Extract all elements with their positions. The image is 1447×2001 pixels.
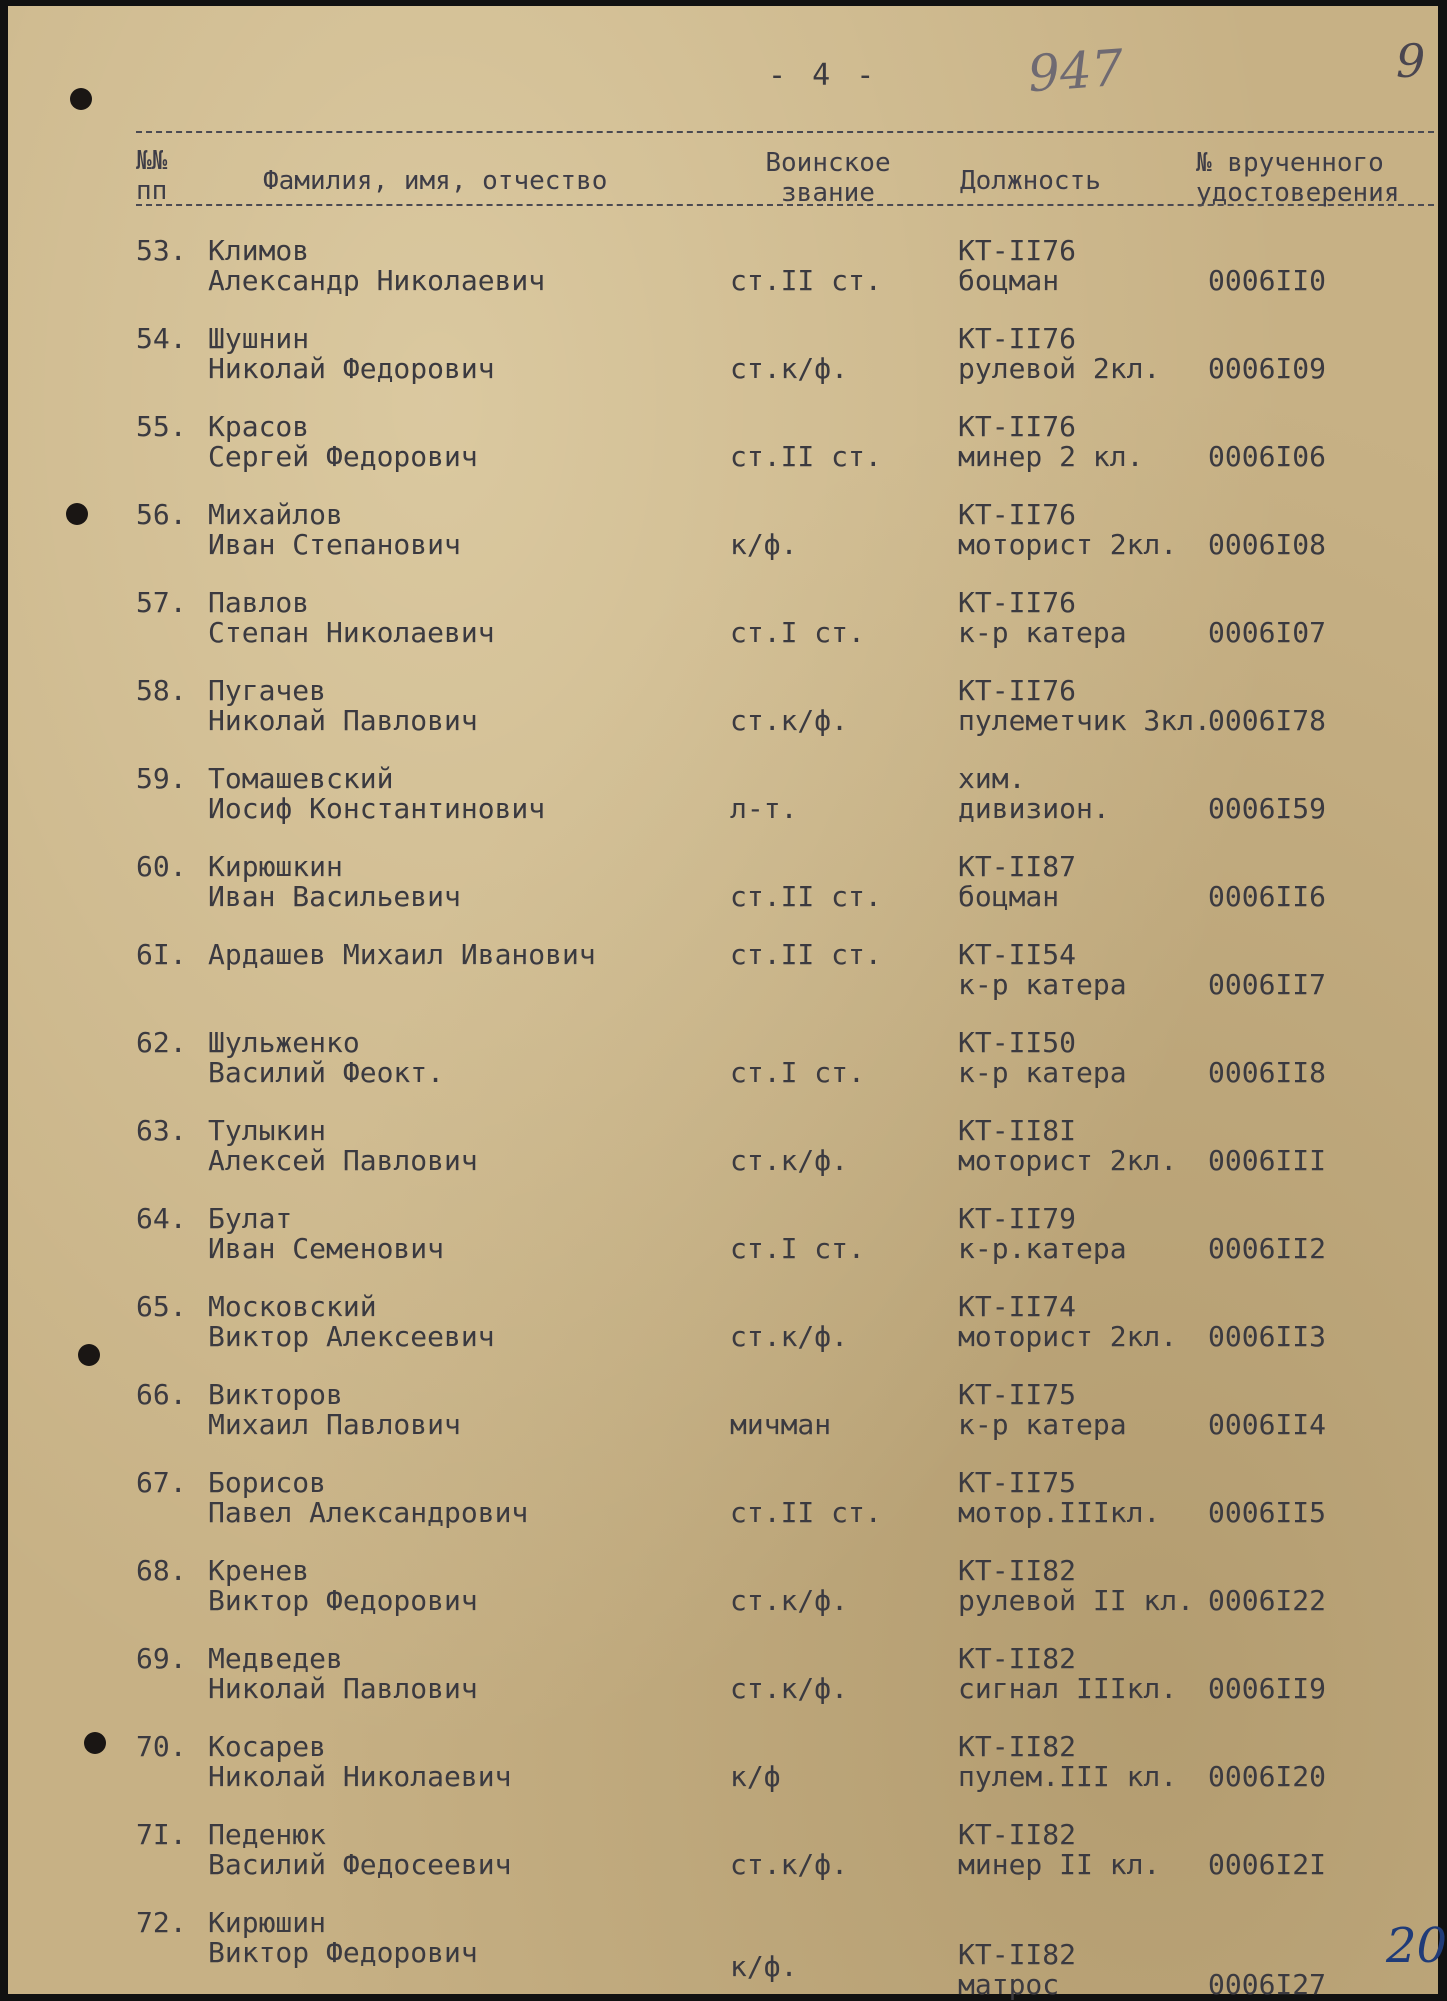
- row-certificate: 0006II4: [1208, 1408, 1327, 1441]
- header-bottom-rule: [136, 204, 1434, 206]
- table-row: [8, 1644, 1438, 1732]
- row-number: 53.: [136, 234, 187, 267]
- table-row: [8, 1028, 1438, 1116]
- row-surname: Климов: [208, 234, 310, 267]
- row-given-name: Павел Александрович: [208, 1496, 529, 1529]
- column-header-certificate: № врученного удостоверения: [1196, 148, 1400, 208]
- row-given-name: Михаил Павлович: [208, 1408, 461, 1441]
- row-number: 69.: [136, 1642, 187, 1675]
- row-given-name: Василий Феокт.: [208, 1056, 445, 1089]
- row-certificate: 0006I07: [1208, 616, 1327, 649]
- row-rank: к/ф: [730, 1760, 781, 1793]
- row-surname: Красов: [208, 410, 310, 443]
- row-rank: ст.I ст.: [730, 1056, 865, 1089]
- row-post: к-р катера: [958, 1056, 1127, 1089]
- row-post: пулем.III кл.: [958, 1760, 1178, 1793]
- row-surname: Московский: [208, 1290, 377, 1323]
- row-surname: Викторов: [208, 1378, 343, 1411]
- row-rank: мичман: [730, 1408, 832, 1441]
- row-surname: Ардашев Михаил Иванович: [208, 938, 596, 971]
- row-certificate: 0006II9: [1208, 1672, 1327, 1705]
- row-rank: ст.к/ф.: [730, 1672, 849, 1705]
- row-number: 66.: [136, 1378, 187, 1411]
- table-row: [8, 1820, 1438, 1908]
- row-unit: КТ-II76: [958, 498, 1077, 531]
- table-row: [8, 1732, 1438, 1820]
- row-given-name: Николай Федорович: [208, 352, 495, 385]
- row-certificate: 0006I06: [1208, 440, 1327, 473]
- row-surname: Михайлов: [208, 498, 343, 531]
- row-certificate: 0006I22: [1208, 1584, 1327, 1617]
- row-given-name: Виктор Федорович: [208, 1936, 478, 1969]
- row-post: моторист 2кл.: [958, 1320, 1178, 1353]
- row-number: 54.: [136, 322, 187, 355]
- row-number: 67.: [136, 1466, 187, 1499]
- table-row: [8, 1556, 1438, 1644]
- row-rank: ст.к/ф.: [730, 1848, 849, 1881]
- row-certificate: 0006II7: [1208, 968, 1327, 1001]
- table-row: [8, 1204, 1438, 1292]
- row-surname: Булат: [208, 1202, 293, 1235]
- row-surname: Кренев: [208, 1554, 310, 1587]
- row-given-name: Василий Федосеевич: [208, 1848, 512, 1881]
- row-post: рулевой 2кл.: [958, 352, 1161, 385]
- row-unit: КТ-II50: [958, 1026, 1077, 1059]
- row-number: 68.: [136, 1554, 187, 1587]
- row-certificate: 0006I2I: [1208, 1848, 1327, 1881]
- row-certificate: 0006II0: [1208, 264, 1327, 297]
- row-surname: Шушнин: [208, 322, 310, 355]
- row-rank: ст.II ст.: [730, 1496, 882, 1529]
- row-rank: ст.II ст.: [730, 880, 882, 913]
- row-surname: Косарев: [208, 1730, 327, 1763]
- row-unit: КТ-II75: [958, 1378, 1077, 1411]
- row-surname: Кирюшкин: [208, 850, 343, 883]
- column-header-rank: Воинское звание: [765, 148, 891, 208]
- column-header-position: Должность: [960, 166, 1101, 196]
- row-rank: ст.к/ф.: [730, 704, 849, 737]
- row-unit: КТ-II76: [958, 586, 1077, 619]
- row-rank: ст.к/ф.: [730, 352, 849, 385]
- row-post: мотор.IIIкл.: [958, 1496, 1161, 1529]
- row-number: 72.: [136, 1906, 187, 1939]
- row-post: к-р катера: [958, 1408, 1127, 1441]
- row-unit: хим.: [958, 762, 1026, 795]
- row-rank: ст.к/ф.: [730, 1320, 849, 1353]
- row-given-name: Николай Павлович: [208, 704, 478, 737]
- table-row: [8, 324, 1438, 412]
- row-surname: Пугачев: [208, 674, 327, 707]
- table-row: [8, 852, 1438, 940]
- row-certificate: 0006I59: [1208, 792, 1327, 825]
- row-number: 58.: [136, 674, 187, 707]
- table-row: [8, 412, 1438, 500]
- row-number: 64.: [136, 1202, 187, 1235]
- row-unit: КТ-II82: [958, 1818, 1077, 1851]
- row-unit: КТ-II82: [958, 1938, 1077, 1971]
- row-certificate: 0006II3: [1208, 1320, 1327, 1353]
- row-unit: КТ-II79: [958, 1202, 1077, 1235]
- row-number: 56.: [136, 498, 187, 531]
- table-row: [8, 1380, 1438, 1468]
- page-number: - 4 -: [768, 58, 879, 93]
- archive-handwritten-number: 947: [1026, 38, 1126, 104]
- corner-handwritten-number: 9: [1396, 34, 1426, 88]
- row-given-name: Александр Николаевич: [208, 264, 546, 297]
- row-unit: КТ-II76: [958, 674, 1077, 707]
- row-post: дивизион.: [958, 792, 1110, 825]
- row-given-name: Иван Семенович: [208, 1232, 445, 1265]
- row-surname: Павлов: [208, 586, 310, 619]
- row-rank: л-т.: [730, 792, 798, 825]
- row-post: матрос: [958, 1968, 1060, 2001]
- row-given-name: Виктор Федорович: [208, 1584, 478, 1617]
- row-unit: КТ-II75: [958, 1466, 1077, 1499]
- row-unit: КТ-II82: [958, 1642, 1077, 1675]
- row-surname: Шульженко: [208, 1026, 360, 1059]
- row-certificate: 0006II5: [1208, 1496, 1327, 1529]
- row-surname: Тулыкин: [208, 1114, 327, 1147]
- row-post: к-р катера: [958, 968, 1127, 1001]
- row-number: 63.: [136, 1114, 187, 1147]
- row-post: моторист 2кл.: [958, 1144, 1178, 1177]
- row-number: 6I.: [136, 938, 187, 971]
- header-top-rule: [136, 131, 1434, 133]
- row-given-name: Николай Николаевич: [208, 1760, 512, 1793]
- row-surname: Кирюшин: [208, 1906, 327, 1939]
- row-certificate: 0006I20: [1208, 1760, 1327, 1793]
- row-rank: ст.II ст.: [730, 264, 882, 297]
- row-post: пулеметчик 3кл.: [958, 704, 1211, 737]
- row-number: 55.: [136, 410, 187, 443]
- row-unit: КТ-II82: [958, 1730, 1077, 1763]
- table-row: [8, 588, 1438, 676]
- row-given-name: Алексей Павлович: [208, 1144, 478, 1177]
- row-number: 7I.: [136, 1818, 187, 1851]
- row-rank: к/ф.: [730, 1950, 798, 1983]
- row-number: 60.: [136, 850, 187, 883]
- row-post: моторист 2кл.: [958, 528, 1178, 561]
- table-row: [8, 940, 1438, 1028]
- row-post: минер II кл.: [958, 1848, 1161, 1881]
- row-given-name: Иван Васильевич: [208, 880, 461, 913]
- row-given-name: Сергей Федорович: [208, 440, 478, 473]
- row-given-name: Николай Павлович: [208, 1672, 478, 1705]
- row-given-name: Степан Николаевич: [208, 616, 495, 649]
- table-row: [8, 500, 1438, 588]
- row-number: 65.: [136, 1290, 187, 1323]
- row-post: рулевой II кл.: [958, 1584, 1195, 1617]
- row-rank: к/ф.: [730, 528, 798, 561]
- row-given-name: Иосиф Константинович: [208, 792, 546, 825]
- row-rank: ст.I ст.: [730, 1232, 865, 1265]
- row-certificate: 0006II8: [1208, 1056, 1327, 1089]
- row-post: к-р.катера: [958, 1232, 1127, 1265]
- row-unit: КТ-II82: [958, 1554, 1077, 1587]
- column-header-number: №№ пп: [136, 146, 168, 206]
- table-row: [8, 1116, 1438, 1204]
- row-unit: КТ-II8I: [958, 1114, 1077, 1147]
- sheet-count-handwritten: 20: [1386, 1918, 1447, 1974]
- row-number: 62.: [136, 1026, 187, 1059]
- row-certificate: 0006III: [1208, 1144, 1327, 1177]
- row-surname: Медведев: [208, 1642, 343, 1675]
- row-surname: Педенюк: [208, 1818, 327, 1851]
- row-surname: Томашевский: [208, 762, 394, 795]
- row-certificate: 0006II6: [1208, 880, 1327, 913]
- row-post: сигнал IIIкл.: [958, 1672, 1178, 1705]
- row-certificate: 0006II2: [1208, 1232, 1327, 1265]
- row-unit: КТ-II54: [958, 938, 1077, 971]
- row-given-name: Иван Степанович: [208, 528, 461, 561]
- document-page: [8, 6, 1447, 2001]
- table-row: [8, 236, 1438, 324]
- row-number: 59.: [136, 762, 187, 795]
- row-certificate: 0006I08: [1208, 528, 1327, 561]
- row-certificate: 0006I09: [1208, 352, 1327, 385]
- row-rank: ст.к/ф.: [730, 1584, 849, 1617]
- row-rank: ст.I ст.: [730, 616, 865, 649]
- row-rank: ст.к/ф.: [730, 1144, 849, 1177]
- row-certificate: 0006I78: [1208, 704, 1327, 737]
- row-unit: КТ-II76: [958, 234, 1077, 267]
- row-post: боцман: [958, 880, 1060, 913]
- punch-hole: [70, 88, 92, 110]
- table-row: [8, 1292, 1438, 1380]
- table-row: [8, 764, 1438, 852]
- row-surname: Борисов: [208, 1466, 327, 1499]
- row-unit: КТ-II76: [958, 410, 1077, 443]
- row-post: боцман: [958, 264, 1060, 297]
- table-row: [8, 1906, 1438, 2001]
- row-unit: КТ-II87: [958, 850, 1077, 883]
- personnel-list: [8, 234, 1438, 2001]
- table-row: [8, 1468, 1438, 1556]
- row-post: к-р катера: [958, 616, 1127, 649]
- row-certificate: 0006I27: [1208, 1968, 1327, 2001]
- row-number: 57.: [136, 586, 187, 619]
- row-rank: ст.II ст.: [730, 440, 882, 473]
- row-post: минер 2 кл.: [958, 440, 1144, 473]
- row-unit: КТ-II74: [958, 1290, 1077, 1323]
- row-unit: КТ-II76: [958, 322, 1077, 355]
- table-row: [8, 676, 1438, 764]
- row-given-name: Виктор Алексеевич: [208, 1320, 495, 1353]
- row-number: 70.: [136, 1730, 187, 1763]
- column-header-name: Фамилия, имя, отчество: [263, 166, 608, 196]
- row-rank: ст.II ст.: [730, 938, 882, 971]
